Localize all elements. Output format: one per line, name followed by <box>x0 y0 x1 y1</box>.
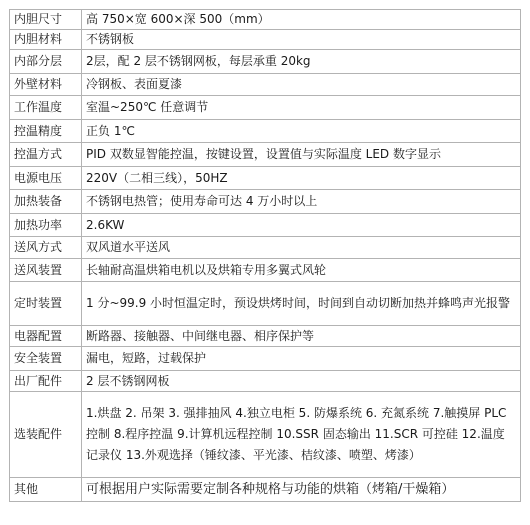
table-row <box>10 282 521 326</box>
row-value: 双风道水平送风 <box>82 237 521 259</box>
row-value: 220V（二相三线），50HZ <box>82 167 521 190</box>
row-label: 外壁材料 <box>10 74 82 96</box>
table-row <box>10 96 521 120</box>
table-row <box>10 190 521 214</box>
row-label: 选装配件 <box>10 392 82 478</box>
row-value: 1 分~99.9 小时恒温定时，预设烘烤时间，时间到自动切断加热并蜂鸣声光报警 <box>82 282 521 326</box>
row-label: 内部分层 <box>10 50 82 74</box>
row-label: 安全装置 <box>10 347 82 371</box>
row-value: 高 750×宽 600×深 500（mm） <box>82 10 521 30</box>
table-row <box>10 214 521 237</box>
row-label: 控温精度 <box>10 120 82 143</box>
row-label: 加热装备 <box>10 190 82 214</box>
row-label: 送风装置 <box>10 259 82 282</box>
table-row <box>10 347 521 371</box>
table-row <box>10 237 521 259</box>
row-label: 加热功率 <box>10 214 82 237</box>
row-value: 2层，配 2 层不锈钢网板，每层承重 20kg <box>82 50 521 74</box>
row-value: 冷钢板、表面夏漆 <box>82 74 521 96</box>
row-label: 电源电压 <box>10 167 82 190</box>
row-label: 工作温度 <box>10 96 82 120</box>
table-row <box>10 10 521 30</box>
row-value: 漏电，短路，过载保护 <box>82 347 521 371</box>
table-row <box>10 326 521 347</box>
row-value: 不锈钢电热管；使用寿命可达 4 万小时以上 <box>82 190 521 214</box>
table-row <box>10 74 521 96</box>
row-label: 控温方式 <box>10 143 82 167</box>
table-row <box>10 371 521 392</box>
spec-table <box>9 9 521 502</box>
row-label: 其他 <box>10 478 82 502</box>
table-row <box>10 167 521 190</box>
row-label: 内胆尺寸 <box>10 10 82 30</box>
row-label: 电器配置 <box>10 326 82 347</box>
row-value: 2 层不锈钢网板 <box>82 371 521 392</box>
row-value: 室温~250℃ 任意调节 <box>82 96 521 120</box>
row-value: PID 双数显智能控温，按键设置，设置值与实际温度 LED 数字显示 <box>82 143 521 167</box>
table-row <box>10 30 521 50</box>
row-label: 内胆材料 <box>10 30 82 50</box>
table-row <box>10 392 521 478</box>
row-value: 1.烘盘 2. 吊架 3. 强排抽风 4.独立电柜 5. 防爆系统 6. 充氮系统 7.触摸屏 PLC 控制 8.程序控温 9.计算机远程控制 10.SSR 固态输出 11.SCR 可控硅 12.温度记录仪 13.外观选择（锤纹漆、平光漆、桔纹漆、喷塑、烤漆） <box>82 392 521 478</box>
row-value: 断路器、接触器、中间继电器、相序保护等 <box>82 326 521 347</box>
table-row <box>10 120 521 143</box>
row-value: 长轴耐高温烘箱电机以及烘箱专用多翼式风轮 <box>82 259 521 282</box>
table-row <box>10 143 521 167</box>
row-label: 出厂配件 <box>10 371 82 392</box>
row-value: 2.6KW <box>82 214 521 237</box>
row-label: 定时装置 <box>10 282 82 326</box>
table-row <box>10 50 521 74</box>
row-value: 正负 1℃ <box>82 120 521 143</box>
table-row <box>10 478 521 502</box>
table-row <box>10 259 521 282</box>
row-label: 送风方式 <box>10 237 82 259</box>
row-value: 不锈钢板 <box>82 30 521 50</box>
row-value: 可根据用户实际需要定制各种规格与功能的烘箱（烤箱/干燥箱） <box>82 478 521 502</box>
